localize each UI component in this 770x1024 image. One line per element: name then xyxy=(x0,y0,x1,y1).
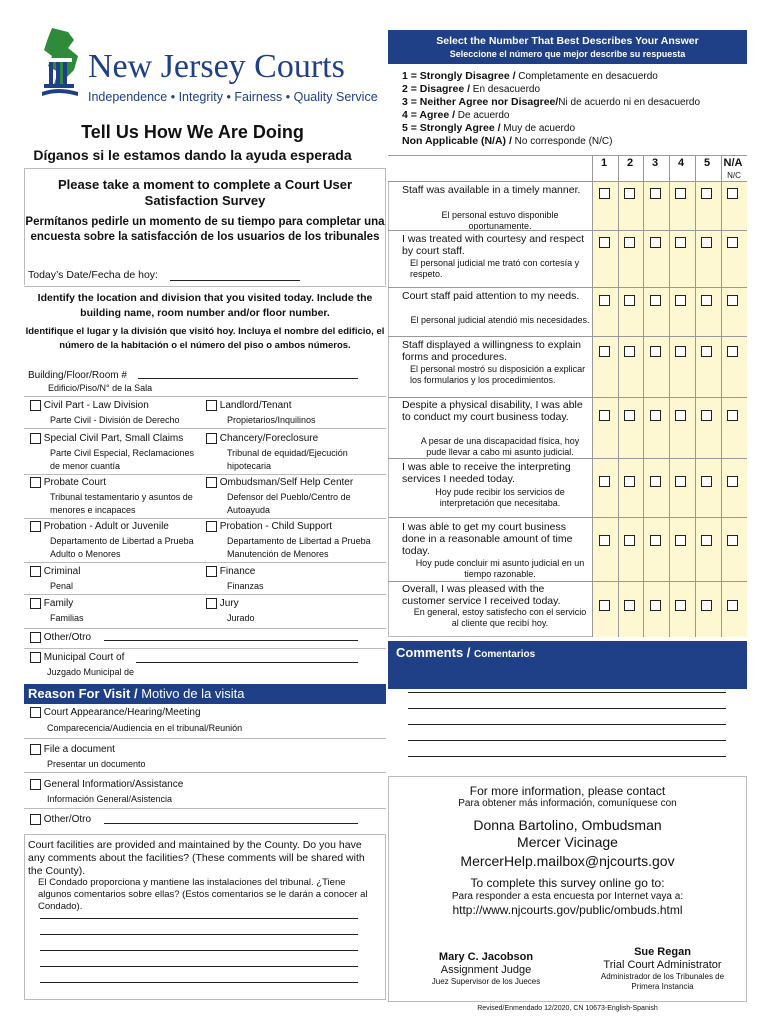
contact-vicinage: Mercer Vicinage xyxy=(517,834,618,850)
checkbox[interactable] xyxy=(30,652,41,663)
facilities-comment-line[interactable] xyxy=(40,950,358,951)
checkbox[interactable] xyxy=(30,598,41,609)
divider xyxy=(24,648,386,649)
municipal-field[interactable] xyxy=(136,662,358,663)
rating-checkbox[interactable] xyxy=(727,535,738,546)
rating-checkbox[interactable] xyxy=(701,188,712,199)
rating-checkbox[interactable] xyxy=(599,476,610,487)
divider xyxy=(24,518,386,519)
comment-line[interactable] xyxy=(408,756,726,757)
rating-checkbox[interactable] xyxy=(675,476,686,487)
rating-header: Select the Number That Best Describes Your Answer Seleccione el número que mejor describe su respuesta xyxy=(388,30,747,64)
question-row xyxy=(388,287,747,288)
comment-line[interactable] xyxy=(408,740,726,741)
rating-checkbox[interactable] xyxy=(624,295,635,306)
scale-5: 5 xyxy=(703,157,711,169)
comments-header: Comments / Comentarios xyxy=(388,641,747,689)
rating-checkbox[interactable] xyxy=(599,600,610,611)
reason-general-info[interactable]: General Information/Assistance xyxy=(30,779,183,790)
municipal-court-option[interactable]: Municipal Court of xyxy=(30,652,124,663)
division-landlord-tenant[interactable]: Landlord/Tenant xyxy=(206,400,292,411)
division-family[interactable]: Family xyxy=(30,598,73,609)
signer-name: Mary C. Jacobson xyxy=(438,951,534,963)
facilities-comment-line[interactable] xyxy=(40,966,358,967)
rating-checkbox[interactable] xyxy=(675,237,686,248)
division-probation-adult[interactable]: Probation - Adult or Juvenile xyxy=(30,521,169,532)
facilities-question: Court facilities are provided and maintained by the County. Do you have any comments about the facilities? (These comments will be shared with the County). xyxy=(28,839,365,877)
logo-tagline: Independence • Integrity • Fairness • Quality Service xyxy=(88,90,378,104)
signer-name: Sue Regan xyxy=(634,946,691,958)
rating-scale-header xyxy=(388,155,747,181)
location-instructions: Identify the location and division that you visited today. Include the building name, room number and/or floor number. xyxy=(37,292,373,319)
signer-title: Assignment Judge xyxy=(440,964,532,976)
checkbox[interactable] xyxy=(206,566,217,577)
division-criminal[interactable]: Criminal xyxy=(30,566,80,577)
rating-checkbox[interactable] xyxy=(701,535,712,546)
rating-checkbox[interactable] xyxy=(624,346,635,357)
checkbox[interactable] xyxy=(30,779,41,790)
checkbox[interactable] xyxy=(30,433,41,444)
rating-checkbox[interactable] xyxy=(650,295,661,306)
facilities-comment-line[interactable] xyxy=(40,934,358,935)
checkbox[interactable] xyxy=(30,477,41,488)
grid-line xyxy=(669,155,670,637)
rating-checkbox[interactable] xyxy=(650,237,661,248)
rating-checkbox[interactable] xyxy=(675,346,686,357)
checkbox[interactable] xyxy=(30,707,41,718)
division-other[interactable]: Other/Otro xyxy=(30,632,91,643)
division-finance[interactable]: Finance xyxy=(206,566,255,577)
scale-3: 3 xyxy=(651,157,659,169)
division-ombudsman[interactable]: Ombudsman/Self Help Center xyxy=(206,477,353,488)
rating-checkbox[interactable] xyxy=(624,410,635,421)
rating-checkbox[interactable] xyxy=(650,346,661,357)
rating-checkbox[interactable] xyxy=(599,188,610,199)
contact-intro-es: Para obtener más información, comuníquese con xyxy=(458,798,677,809)
scale-na: N/A xyxy=(723,157,743,169)
divider xyxy=(24,396,386,397)
rating-checkbox[interactable] xyxy=(727,600,738,611)
rating-legend: 1 = Strongly Disagree / Completamente en desacuerdo 2 = Disagree / En desacuerdo 3 = Neither Agree nor Disagree/Ni de acuerdo ni en desacuerdo 4 = Agree / De acuerdo 5 = Strongly Agree / Muy de acuerdo Non Applicable (N/A) / No corresponde (N/C) xyxy=(402,70,701,147)
checkbox[interactable] xyxy=(30,744,41,755)
checkbox[interactable] xyxy=(30,632,41,643)
building-label: Building/Floor/Room # xyxy=(28,370,127,381)
checkbox[interactable] xyxy=(206,477,217,488)
date-label: Today’s Date/Fecha de hoy: xyxy=(28,269,158,281)
checkbox[interactable] xyxy=(206,433,217,444)
nj-map-logo-icon xyxy=(38,26,88,116)
divider xyxy=(24,628,386,629)
date-field[interactable] xyxy=(170,280,300,281)
division-special-civil[interactable]: Special Civil Part, Small Claims xyxy=(30,433,183,444)
rating-checkbox[interactable] xyxy=(650,476,661,487)
checkbox[interactable] xyxy=(30,566,41,577)
rating-checkbox[interactable] xyxy=(624,237,635,248)
rating-checkbox[interactable] xyxy=(675,600,686,611)
rating-checkbox[interactable] xyxy=(675,535,686,546)
revision-footer: Revised/Enmendado 12/2020, CN 10673-English-Spanish xyxy=(477,1005,658,1012)
divider xyxy=(24,562,386,563)
comment-line[interactable] xyxy=(408,724,726,725)
division-probate[interactable]: Probate Court xyxy=(30,477,106,488)
reason-other-field[interactable] xyxy=(104,823,358,824)
reason-court-appearance[interactable]: Court Appearance/Hearing/Meeting xyxy=(30,707,201,718)
signer-title: Trial Court Administrator xyxy=(603,959,722,971)
facilities-comment-line[interactable] xyxy=(40,918,358,919)
question-row xyxy=(388,517,747,518)
divider xyxy=(24,286,386,287)
divider xyxy=(24,738,386,739)
question-row xyxy=(388,581,747,582)
rating-checkbox[interactable] xyxy=(599,346,610,357)
grid-line xyxy=(695,155,696,637)
facilities-question-es: El Condado proporciona y mantiene las instalaciones del tribunal. ¿Tiene algunos comentarios sobre ellas? (Estos comentarios se le darán a conocer al Condado). xyxy=(38,877,368,912)
reason-file-document[interactable]: File a document xyxy=(30,744,115,755)
division-jury[interactable]: Jury xyxy=(206,598,239,609)
rating-checkbox[interactable] xyxy=(675,188,686,199)
checkbox[interactable] xyxy=(30,521,41,532)
grid-line xyxy=(721,155,722,637)
building-label-es: Edificio/Piso/N° de la Sala xyxy=(48,383,153,393)
building-field[interactable] xyxy=(138,378,358,379)
grid-line xyxy=(592,155,593,637)
checkbox[interactable] xyxy=(206,400,217,411)
rating-checkbox[interactable] xyxy=(650,535,661,546)
divider xyxy=(24,594,386,595)
rating-checkbox[interactable] xyxy=(650,600,661,611)
division-civil-law[interactable]: Civil Part - Law Division xyxy=(30,400,149,411)
intro-text: Please take a moment to complete a Court User Satisfaction Survey xyxy=(57,177,353,208)
checkbox[interactable] xyxy=(206,521,217,532)
question-row xyxy=(388,181,747,182)
location-instructions-es: Identifique el lugar y la división que visitó hoy. Incluya el nombre del edificio, el número de la habitación o el número del piso o ambos números. xyxy=(25,326,385,351)
rating-checkbox[interactable] xyxy=(701,476,712,487)
rating-checkbox[interactable] xyxy=(675,295,686,306)
reason-header: Reason For Visit / Motivo de la visita xyxy=(24,684,386,704)
division-probation-child[interactable]: Probation - Child Support xyxy=(206,521,332,532)
checkbox[interactable] xyxy=(30,400,41,411)
grid-line xyxy=(643,155,644,637)
rating-checkbox[interactable] xyxy=(599,410,610,421)
rating-checkbox[interactable] xyxy=(727,346,738,357)
rating-checkbox[interactable] xyxy=(599,295,610,306)
divider xyxy=(24,808,386,809)
grid-line xyxy=(618,155,619,637)
other-field[interactable] xyxy=(104,640,358,641)
rating-checkbox[interactable] xyxy=(650,410,661,421)
rating-checkbox[interactable] xyxy=(701,600,712,611)
rating-checkbox[interactable] xyxy=(727,476,738,487)
rating-checkbox[interactable] xyxy=(624,535,635,546)
rating-checkbox[interactable] xyxy=(727,295,738,306)
divider xyxy=(24,428,386,429)
contact-email-link[interactable]: MercerHelp.mailbox@njcourts.gov xyxy=(460,853,675,869)
survey-url-link[interactable]: http://www.njcourts.gov/public/ombuds.html xyxy=(452,903,683,917)
checkbox[interactable] xyxy=(206,598,217,609)
rating-checkbox[interactable] xyxy=(675,410,686,421)
facilities-comment-line[interactable] xyxy=(40,982,358,983)
scale-2: 2 xyxy=(626,157,634,169)
rating-checkbox[interactable] xyxy=(701,237,712,248)
rating-checkbox[interactable] xyxy=(727,188,738,199)
contact-intro: For more information, please contact xyxy=(469,784,666,798)
comment-line[interactable] xyxy=(408,708,726,709)
logo-title: New Jersey Courts xyxy=(88,48,345,85)
question-row xyxy=(388,336,747,337)
rating-checkbox[interactable] xyxy=(624,188,635,199)
signer-title-es: Administrador de los Tribunales de Primera Instancia xyxy=(600,972,725,991)
comment-line[interactable] xyxy=(408,692,726,693)
scale-1: 1 xyxy=(600,157,608,169)
question-row xyxy=(388,397,747,398)
intro-text-es: Permítanos pedirle un momento de su tiempo para completar una encuesta sobre la satisfacción de los usuarios de los tribunales xyxy=(25,216,385,243)
page-title-es: Díganos si le estamos dando la ayuda esperada xyxy=(33,147,352,163)
scale-nc: N/C xyxy=(727,171,741,180)
rating-checkbox[interactable] xyxy=(701,410,712,421)
divider xyxy=(24,772,386,773)
rating-checkbox[interactable] xyxy=(599,535,610,546)
page-title: Tell Us How We Are Doing xyxy=(81,122,304,142)
division-chancery[interactable]: Chancery/Foreclosure xyxy=(206,433,318,444)
divider xyxy=(24,474,386,475)
scale-4: 4 xyxy=(677,157,685,169)
rating-checkbox[interactable] xyxy=(624,476,635,487)
question-row xyxy=(388,230,747,231)
reason-other[interactable]: Other/Otro xyxy=(30,814,91,825)
online-intro: To complete this survey online go to: xyxy=(470,876,665,890)
rating-checkbox[interactable] xyxy=(624,600,635,611)
online-intro-es: Para responder a esta encuesta por Internet vaya a: xyxy=(451,891,684,902)
checkbox[interactable] xyxy=(30,814,41,825)
rating-checkbox[interactable] xyxy=(727,410,738,421)
contact-name: Donna Bartolino, Ombudsman xyxy=(473,817,662,833)
rating-checkbox[interactable] xyxy=(701,346,712,357)
rating-checkbox[interactable] xyxy=(650,188,661,199)
question-row xyxy=(388,458,747,459)
rating-checkbox[interactable] xyxy=(599,237,610,248)
signer-title-es: Juez Supervisor de los Jueces xyxy=(431,977,541,986)
rating-checkbox[interactable] xyxy=(727,237,738,248)
rating-checkbox[interactable] xyxy=(701,295,712,306)
